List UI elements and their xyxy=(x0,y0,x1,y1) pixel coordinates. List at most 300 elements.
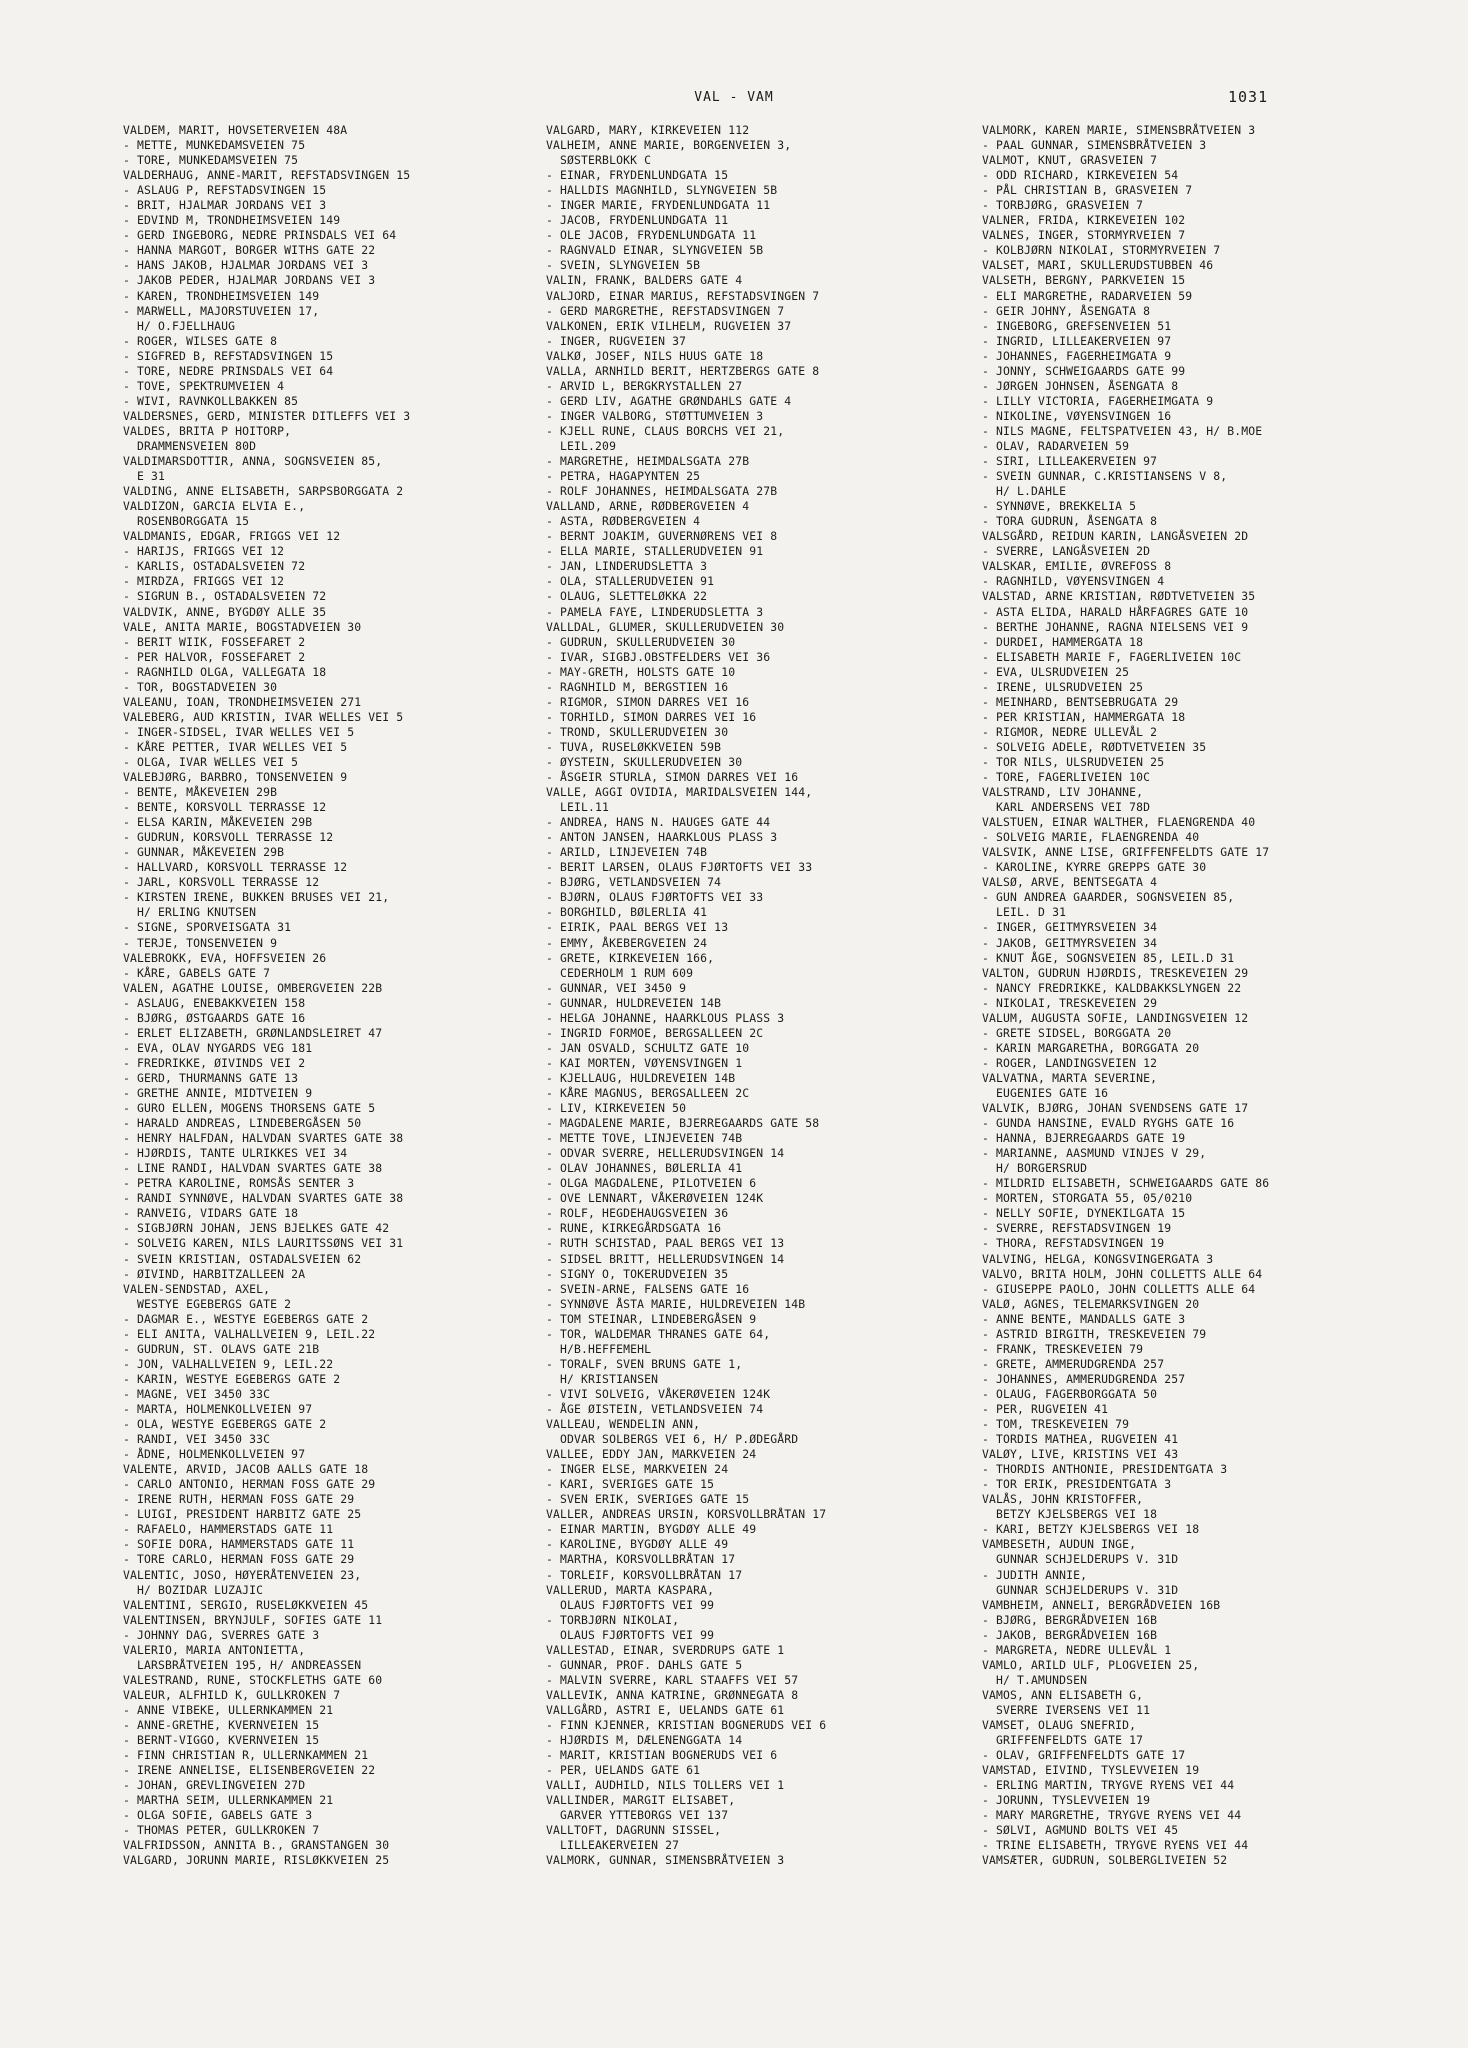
directory-entry-line: - KARI, BETZY KJELSBERGS VEI 18 xyxy=(982,1522,1200,1537)
directory-entry-line: CEDERHOLM 1 RUM 609 xyxy=(546,965,694,980)
directory-entry-line: GRIFFENFELDTS GATE 17 xyxy=(982,1733,1144,1748)
directory-entry-line: - HALLVARD, KORSVOLL TERRASSE 12 xyxy=(123,860,348,875)
directory-entry-line: EUGENIES GATE 16 xyxy=(982,1086,1109,1100)
directory-entry-line: - RAGNHILD M, BERGSTIEN 16 xyxy=(546,679,729,694)
directory-entry-line: - MAY-GRETH, HOLSTS GATE 10 xyxy=(546,664,736,679)
directory-entry-line: - RUTH SCHISTAD, PAAL BERGS VEI 13 xyxy=(546,1236,785,1251)
directory-entry-line: - HJØRDIS M, DÆLENENGGATA 14 xyxy=(546,1733,743,1748)
directory-entry-line: - BRIT, HJALMAR JORDANS VEI 3 xyxy=(123,198,327,213)
directory-entry-line: VALMOT, KNUT, GRASVEIEN 7 xyxy=(982,153,1158,168)
page-number: 1031 xyxy=(1228,88,1269,106)
directory-column-2 xyxy=(546,123,984,1868)
directory-entry-line: VALFRIDSSON, ANNITA B., GRANSTANGEN 30 xyxy=(123,1838,390,1853)
directory-entry-line: - RAFAELO, HAMMERSTADS GATE 11 xyxy=(123,1522,334,1537)
directory-entry-line: - TROND, SKULLERUDVEIEN 30 xyxy=(546,724,729,739)
directory-entry-line: H/ BOZIDAR LUZAJIC xyxy=(123,1582,264,1597)
directory-entry-line: - LIV, KIRKEVEIEN 50 xyxy=(546,1101,687,1116)
directory-entry-line: - BERNT-VIGGO, KVERNVEIEN 15 xyxy=(123,1733,320,1748)
directory-entry-line: - TORLEIF, KORSVOLLBRÅTAN 17 xyxy=(546,1567,743,1582)
directory-entry-line: - OLGA MAGDALENE, PILOTVEIEN 6 xyxy=(546,1176,757,1191)
directory-entry-line: - TORBJØRG, GRASVEIEN 7 xyxy=(982,198,1144,213)
directory-entry-line: VALVO, BRITA HOLM, JOHN COLLETTS ALLE 64 xyxy=(982,1266,1263,1281)
directory-entry-line: LILLEAKERVEIEN 27 xyxy=(546,1838,680,1853)
directory-entry-line: H/ L.DAHLE xyxy=(982,484,1067,499)
directory-entry-line: VALLER, ANDREAS URSIN, KORSVOLLBRÅTAN 17 xyxy=(546,1507,827,1522)
directory-entry-line: VALDIZON, GARCIA ELVIA E., xyxy=(123,499,306,514)
directory-entry-line: - GUN ANDREA GAARDER, SOGNSVEIEN 85, xyxy=(982,890,1235,905)
directory-entry-line: - SOLVEIG MARIE, FLAENGRENDA 40 xyxy=(982,830,1200,845)
directory-entry-line: - SOLVEIG KAREN, NILS LAURITSSØNS VEI 31 xyxy=(123,1236,404,1251)
directory-entry-line: VALLEAU, WENDELIN ANN, xyxy=(546,1417,701,1432)
directory-entry-line: - INGER MARIE, FRYDENLUNDGATA 11 xyxy=(546,198,771,213)
directory-entry-line: - EDVIND M, TRONDHEIMSVEIEN 149 xyxy=(123,213,341,228)
directory-entry-line: - OVE LENNART, VÅKERØVEIEN 124K xyxy=(546,1191,764,1206)
directory-entry-line: - BERIT WIIK, FOSSEFARET 2 xyxy=(123,634,306,649)
directory-entry-line: - BJØRG, ØSTGAARDS GATE 16 xyxy=(123,1010,306,1025)
directory-entry-line: - RANDI, VEI 3450 33C xyxy=(123,1432,271,1447)
directory-entry-line: - ASLAUG P, REFSTADSVINGEN 15 xyxy=(123,183,327,198)
directory-entry-line: - FREDRIKKE, ØIVINDS VEI 2 xyxy=(123,1055,306,1070)
directory-entry-line: VALEN, AGATHE LOUISE, OMBERGVEIEN 22B xyxy=(123,980,383,995)
directory-entry-line: VALSET, MARI, SKULLERUDSTUBBEN 46 xyxy=(982,258,1214,273)
directory-entry-line: - INGER VALBORG, STØTTUMVEIEN 3 xyxy=(546,408,764,423)
directory-entry-line: - JOHAN, GREVLINGVEIEN 27D xyxy=(123,1778,306,1793)
directory-entry-line: LARSBRÅTVEIEN 195, H/ ANDREASSEN xyxy=(123,1657,362,1672)
directory-entry-line: - ELLA MARIE, STALLERUDVEIEN 91 xyxy=(546,544,764,559)
directory-entry-line: VALEBERG, AUD KRISTIN, IVAR WELLES VEI 5 xyxy=(123,709,404,724)
directory-entry-line: VALSGÅRD, REIDUN KARIN, LANGÅSVEIEN 2D xyxy=(982,529,1249,544)
directory-entry-line: - PER HALVOR, FOSSEFARET 2 xyxy=(123,649,306,664)
directory-entry-line: VALSØ, ARVE, BENTSEGATA 4 xyxy=(982,875,1158,890)
directory-entry-line: - SVEIN GUNNAR, C.KRISTIANSENS V 8, xyxy=(982,469,1228,484)
directory-entry-line: VALVIK, BJØRG, JOHAN SVENDSENS GATE 17 xyxy=(982,1101,1249,1116)
directory-entry-line: - METTE TOVE, LINJEVEIEN 74B xyxy=(546,1131,743,1146)
directory-entry-line: - NELLY SOFIE, DYNEKILGATA 15 xyxy=(982,1206,1186,1221)
directory-entry-line: - EVA, OLAV NYGARDS VEG 181 xyxy=(123,1040,313,1055)
directory-entry-line: - SOLVEIG ADELE, RØDTVETVEIEN 35 xyxy=(982,739,1207,754)
directory-entry-line: - RAGNHILD, VØYENSVINGEN 4 xyxy=(982,574,1165,589)
directory-entry-line: VALGARD, MARY, KIRKEVEIEN 112 xyxy=(546,123,750,137)
directory-entry-line: - JACOB, FRYDENLUNDGATA 11 xyxy=(546,213,729,228)
directory-entry-line: - LUIGI, PRESIDENT HARBITZ GATE 25 xyxy=(123,1507,362,1522)
directory-entry-line: SØSTERBLOKK C xyxy=(546,153,652,168)
directory-entry-line: VAMOS, ANN ELISABETH G, xyxy=(982,1687,1144,1702)
directory-entry-line: - ERLET ELIZABETH, GRØNLANDSLEIRET 47 xyxy=(123,1025,383,1040)
directory-entry-line: - GUNNAR, VEI 3450 9 xyxy=(546,980,687,995)
directory-entry-line: - OLAV, RADARVEIEN 59 xyxy=(982,438,1130,453)
directory-entry-line: - INGRID FORMOE, BERGSALLEEN 2C xyxy=(546,1025,764,1040)
directory-entry-line: - GUNDA HANSINE, EVALD RYGHS GATE 16 xyxy=(982,1116,1235,1131)
directory-entry-line: - ØIVIND, HARBITZALLEEN 2A xyxy=(123,1266,306,1281)
directory-entry-line: - THOMAS PETER, GULLKROKEN 7 xyxy=(123,1823,320,1838)
directory-entry-line: - JAKOB, BERGRÅDVEIEN 16B xyxy=(982,1627,1158,1642)
directory-entry-line: - KARLIS, OSTADALSVEIEN 72 xyxy=(123,559,306,574)
directory-entry-line: - GUNNAR, HULDREVEIEN 14B xyxy=(546,995,722,1010)
directory-entry-line: - KJELL RUNE, CLAUS BORCHS VEI 21, xyxy=(546,423,785,438)
directory-entry-line: - MIRDZA, FRIGGS VEI 12 xyxy=(123,574,285,589)
directory-entry-line: - THORDIS ANTHONIE, PRESIDENTGATA 3 xyxy=(982,1462,1228,1477)
directory-entry-line: - ROLF, HEGDEHAUGSVEIEN 36 xyxy=(546,1206,729,1221)
directory-entry-line: - MAGDALENE MARIE, BJERREGAARDS GATE 58 xyxy=(546,1116,820,1131)
directory-entry-line: H/B.HEFFEMEHL xyxy=(546,1341,652,1356)
directory-entry-line: - JARL, KORSVOLL TERRASSE 12 xyxy=(123,875,320,890)
directory-entry-line: - BJØRG, VETLANDSVEIEN 74 xyxy=(546,875,722,890)
directory-entry-line: VALMORK, GUNNAR, SIMENSBRÅTVEIEN 3 xyxy=(546,1853,785,1868)
directory-entry-line: VALLAND, ARNE, RØDBERGVEIEN 4 xyxy=(546,499,750,514)
directory-entry-line: - MARGRETHE, HEIMDALSGATA 27B xyxy=(546,454,750,469)
directory-entry-line: - TOM STEINAR, LINDEBERGÅSEN 9 xyxy=(546,1311,757,1326)
directory-entry-line: - JOHNNY DAG, SVERRES GATE 3 xyxy=(123,1627,320,1642)
directory-entry-line: - BJØRN, OLAUS FJØRTOFTS VEI 33 xyxy=(546,890,764,905)
directory-entry-line: - HARALD ANDREAS, LINDEBERGÅSEN 50 xyxy=(123,1116,362,1131)
directory-entry-line: - INGEBORG, GREFSENVEIEN 51 xyxy=(982,318,1172,333)
directory-entry-line: LEIL. D 31 xyxy=(982,905,1067,920)
directory-entry-line: - INGER, GEITMYRSVEIEN 34 xyxy=(982,920,1158,935)
directory-entry-line: - TORE, MUNKEDAMSVEIEN 75 xyxy=(123,153,299,168)
directory-entry-line: - KARI, SVERIGES GATE 15 xyxy=(546,1477,715,1492)
directory-entry-line: H/ O.FJELLHAUG xyxy=(123,318,236,333)
directory-entry-line: - JAN, LINDERUDSLETTA 3 xyxy=(546,559,708,574)
directory-entry-line: - JOHANNES, FAGERHEIMGATA 9 xyxy=(982,348,1172,363)
directory-entry-line: - ANNE VIBEKE, ULLERNKAMMEN 21 xyxy=(123,1702,334,1717)
directory-entry-line: - TORHILD, SIMON DARRES VEI 16 xyxy=(546,709,757,724)
directory-entry-line: - WIVI, RAVNKOLLBAKKEN 85 xyxy=(123,393,299,408)
directory-entry-line: - DAGMAR E., WESTYE EGEBERGS GATE 2 xyxy=(123,1311,369,1326)
directory-entry-line: - TORA GUDRUN, ÅSENGATA 8 xyxy=(982,514,1158,529)
directory-entry-line: - OLA, WESTYE EGEBERGS GATE 2 xyxy=(123,1417,327,1432)
directory-entry-line: - FRANK, TRESKEVEIEN 79 xyxy=(982,1341,1144,1356)
directory-entry-line: VALSKAR, EMILIE, ØVREFOSS 8 xyxy=(982,559,1172,574)
directory-entry-line: - SIGNE, SPORVEISGATA 31 xyxy=(123,920,292,935)
directory-entry-line: VALEBROKK, EVA, HOFFSVEIEN 26 xyxy=(123,950,327,965)
directory-entry-line: - TERJE, TONSENVEIEN 9 xyxy=(123,935,278,950)
directory-entry-line: - BORGHILD, BØLERLIA 41 xyxy=(546,905,708,920)
directory-entry-line: - CARLO ANTONIO, HERMAN FOSS GATE 29 xyxy=(123,1477,376,1492)
directory-entry-line: DRAMMENSVEIEN 80D xyxy=(123,438,257,453)
directory-entry-line: VALDERHAUG, ANNE-MARIT, REFSTADSVINGEN 15 xyxy=(123,168,411,183)
directory-entry-line: VALÅS, JOHN KRISTOFFER, xyxy=(982,1492,1144,1507)
directory-entry-line: - INGRID, LILLEAKERVEIEN 97 xyxy=(982,333,1172,348)
directory-entry-line: - GRETE SIDSEL, BORGGATA 20 xyxy=(982,1025,1172,1040)
directory-entry-line: - ROGER, LANDINGSVEIEN 12 xyxy=(982,1055,1158,1070)
directory-entry-line: VAMSTAD, EIVIND, TYSLEVVEIEN 19 xyxy=(982,1763,1200,1778)
directory-entry-line: - SØLVI, AGMUND BOLTS VEI 45 xyxy=(982,1823,1179,1838)
directory-entry-line: - GRETE, KIRKEVEIEN 166, xyxy=(546,950,715,965)
directory-entry-line: - NILS MAGNE, FELTSPATVEIEN 43, H/ B.MOE xyxy=(982,423,1263,438)
directory-entry-line: - GRETE, AMMERUDGRENDA 257 xyxy=(982,1356,1165,1371)
directory-entry-line: GUNNAR SCHJELDERUPS V. 31D xyxy=(982,1582,1179,1597)
directory-entry-line: - GERD MARGRETHE, REFSTADSVINGEN 7 xyxy=(546,303,785,318)
directory-entry-line: - TOR, BOGSTADVEIEN 30 xyxy=(123,679,278,694)
directory-entry-line: - HANS JAKOB, HJALMAR JORDANS VEI 3 xyxy=(123,258,369,273)
directory-entry-line: - ANTON JANSEN, HAARKLOUS PLASS 3 xyxy=(546,830,778,845)
directory-entry-line: - HARIJS, FRIGGS VEI 12 xyxy=(123,544,285,559)
directory-entry-line: VAMSET, OLAUG SNEFRID, xyxy=(982,1717,1137,1732)
directory-entry-line: VALSTUEN, EINAR WALTHER, FLAENGRENDA 40 xyxy=(982,815,1256,830)
directory-entry-line: - KÅRE PETTER, IVAR WELLES VEI 5 xyxy=(123,739,348,754)
directory-entry-line: - RUNE, KIRKEGÅRDSGATA 16 xyxy=(546,1221,722,1236)
directory-entry-line: VALNES, INGER, STORMYRVEIEN 7 xyxy=(982,228,1186,243)
directory-entry-line: - IRENE ANNELISE, ELISENBERGVEIEN 22 xyxy=(123,1763,376,1778)
directory-entry-line: - METTE, MUNKEDAMSVEIEN 75 xyxy=(123,138,306,153)
page-header-title: VAL - VAM xyxy=(694,90,774,105)
directory-entry-line: - SVEN ERIK, SVERIGES GATE 15 xyxy=(546,1492,750,1507)
directory-entry-line: - ASLAUG, ENEBAKKVEIEN 158 xyxy=(123,995,306,1010)
directory-entry-line: - JON, VALHALLVEIEN 9, LEIL.22 xyxy=(123,1356,334,1371)
directory-entry-line: - HELGA JOHANNE, HAARKLOUS PLASS 3 xyxy=(546,1010,785,1025)
directory-entry-line: VALLGÅRD, ASTRI E, UELANDS GATE 61 xyxy=(546,1702,785,1717)
directory-entry-line: VALDVIK, ANNE, BYGDØY ALLE 35 xyxy=(123,604,327,619)
directory-entry-line: - TOVE, SPEKTRUMVEIEN 4 xyxy=(123,378,285,393)
directory-entry-line: - ROGER, WILSES GATE 8 xyxy=(123,333,278,348)
directory-entry-line: - PAMELA FAYE, LINDERUDSLETTA 3 xyxy=(546,604,764,619)
directory-entry-line: - KÅRE, GABELS GATE 7 xyxy=(123,965,271,980)
directory-entry-line: - MARTA, HOLMENKOLLVEIEN 97 xyxy=(123,1401,313,1416)
directory-entry-line: SVERRE IVERSENS VEI 11 xyxy=(982,1702,1151,1717)
directory-entry-line: - LINE RANDI, HALVDAN SVARTES GATE 38 xyxy=(123,1161,383,1176)
directory-entry-line: - PÅL CHRISTIAN B, GRASVEIEN 7 xyxy=(982,183,1193,198)
directory-entry-line: - KJELLAUG, HULDREVEIEN 14B xyxy=(546,1070,736,1085)
directory-entry-line: VALENTIC, JOSO, HØYERÅTENVEIEN 23, xyxy=(123,1567,362,1582)
directory-entry-line: - ANNE BENTE, MANDALLS GATE 3 xyxy=(982,1311,1186,1326)
directory-entry-line: VALEANU, IOAN, TRONDHEIMSVEIEN 271 xyxy=(123,694,362,709)
directory-entry-line: - HANNA MARGOT, BORGER WITHS GATE 22 xyxy=(123,243,376,258)
directory-entry-line: VALNER, FRIDA, KIRKEVEIEN 102 xyxy=(982,213,1186,228)
directory-entry-line: VALLEE, EDDY JAN, MARKVEIEN 24 xyxy=(546,1447,757,1462)
directory-entry-line: VALØ, AGNES, TELEMARKSVINGEN 20 xyxy=(982,1296,1200,1311)
directory-entry-line: VALJORD, EINAR MARIUS, REFSTADSVINGEN 7 xyxy=(546,288,820,303)
directory-entry-line: VALLESTAD, EINAR, SVERDRUPS GATE 1 xyxy=(546,1642,785,1657)
directory-column-3 xyxy=(982,123,1420,1868)
directory-entry-line: - EINAR MARTIN, BYGDØY ALLE 49 xyxy=(546,1522,757,1537)
directory-entry-line: - JØRGEN JOHNSEN, ÅSENGATA 8 xyxy=(982,378,1179,393)
directory-entry-line: - TORDIS MATHEA, RUGVEIEN 41 xyxy=(982,1432,1179,1447)
directory-entry-line: - GRETHE ANNIE, MIDTVEIEN 9 xyxy=(123,1086,313,1100)
directory-entry-line: VALLTOFT, DAGRUNN SISSEL, xyxy=(546,1823,722,1838)
directory-entry-line: - ARILD, LINJEVEIEN 74B xyxy=(546,845,708,860)
directory-entry-line: H/ ERLING KNUTSEN xyxy=(123,905,257,920)
directory-entry-line: LEIL.11 xyxy=(546,800,610,815)
directory-entry-line: - PER, UELANDS GATE 61 xyxy=(546,1763,701,1778)
directory-entry-line: - GERD LIV, AGATHE GRØNDAHLS GATE 4 xyxy=(546,393,792,408)
directory-entry-line: - ØYSTEIN, SKULLERUDVEIEN 30 xyxy=(546,754,743,769)
directory-entry-line: - OLE JACOB, FRYDENLUNDGATA 11 xyxy=(546,228,757,243)
directory-entry-line: VALLDAL, GLUMER, SKULLERUDVEIEN 30 xyxy=(546,619,785,634)
directory-entry-line: - JAKOB PEDER, HJALMAR JORDANS VEI 3 xyxy=(123,273,376,288)
directory-entry-line: - SIDSEL BRITT, HELLERUDSVINGEN 14 xyxy=(546,1251,785,1266)
directory-entry-line: - ASTA, RØDBERGVEIEN 4 xyxy=(546,514,701,529)
directory-entry-line: - IRENE, ULSRUDVEIEN 25 xyxy=(982,679,1144,694)
directory-entry-line: - KOLBJØRN NIKOLAI, STORMYRVEIEN 7 xyxy=(982,243,1221,258)
directory-entry-line: - PAAL GUNNAR, SIMENSBRÅTVEIEN 3 xyxy=(982,138,1207,153)
directory-entry-line: VALLERUD, MARTA KASPARA, xyxy=(546,1582,715,1597)
directory-entry-line: - OLGA SOFIE, GABELS GATE 3 xyxy=(123,1808,313,1823)
directory-entry-line: VALE, ANITA MARIE, BOGSTADVEIEN 30 xyxy=(123,619,362,634)
directory-entry-line: H/ T.AMUNDSEN xyxy=(982,1672,1088,1687)
directory-entry-line: - GUDRUN, KORSVOLL TERRASSE 12 xyxy=(123,830,334,845)
directory-entry-line: - KÅRE MAGNUS, BERGSALLEEN 2C xyxy=(546,1086,750,1100)
directory-entry-line: - SVEIN-ARNE, FALSENS GATE 16 xyxy=(546,1281,750,1296)
directory-entry-line: - KAROLINE, BYGDØY ALLE 49 xyxy=(546,1537,729,1552)
directory-entry-line: - JAN OSVALD, SCHULTZ GATE 10 xyxy=(546,1040,750,1055)
directory-entry-line: VALLE, AGGI OVIDIA, MARIDALSVEIEN 144, xyxy=(546,785,813,800)
directory-entry-line: - HALLDIS MAGNHILD, SLYNGVEIEN 5B xyxy=(546,183,778,198)
directory-entry-line: - BJØRG, BERGRÅDVEIEN 16B xyxy=(982,1612,1158,1627)
directory-entry-line: VALSTRAND, LIV JOHANNE, xyxy=(982,785,1144,800)
directory-entry-line: - EVA, ULSRUDVEIEN 25 xyxy=(982,664,1130,679)
directory-entry-line: - KIRSTEN IRENE, BUKKEN BRUSES VEI 21, xyxy=(123,890,390,905)
directory-entry-line: LEIL.209 xyxy=(546,438,617,453)
directory-entry-line: - MARIANNE, AASMUND VINJES V 29, xyxy=(982,1146,1207,1161)
directory-entry-line: BETZY KJELSBERGS VEI 18 xyxy=(982,1507,1158,1522)
directory-entry-line: VALENTE, ARVID, JACOB AALLS GATE 18 xyxy=(123,1462,369,1477)
directory-entry-line: - RAGNVALD EINAR, SLYNGVEIEN 5B xyxy=(546,243,764,258)
directory-entry-line: - HJØRDIS, TANTE ULRIKKES VEI 34 xyxy=(123,1146,348,1161)
directory-entry-line: VALSVIK, ANNE LISE, GRIFFENFELDTS GATE 17 xyxy=(982,845,1270,860)
directory-entry-line: - MORTEN, STORGATA 55, 05/0210 xyxy=(982,1191,1193,1206)
directory-entry-line: - MEINHARD, BENTSEBRUGATA 29 xyxy=(982,694,1179,709)
directory-entry-line: GUNNAR SCHJELDERUPS V. 31D xyxy=(982,1552,1179,1567)
directory-entry-line: H/ BORGERSRUD xyxy=(982,1161,1088,1176)
directory-entry-line: - SYNNØVE, BREKKELIA 5 xyxy=(982,499,1137,514)
directory-entry-line: - ANNE-GRETHE, KVERNVEIEN 15 xyxy=(123,1717,320,1732)
directory-entry-line: VALESTRAND, RUNE, STOCKFLETHS GATE 60 xyxy=(123,1672,383,1687)
directory-entry-line: - GERD, THURMANNS GATE 13 xyxy=(123,1070,299,1085)
directory-entry-line: VALIN, FRANK, BALDERS GATE 4 xyxy=(546,273,743,288)
directory-entry-line: - GUDRUN, SKULLERUDVEIEN 30 xyxy=(546,634,736,649)
directory-entry-line: - SIGFRED B, REFSTADSVINGEN 15 xyxy=(123,348,334,363)
directory-entry-line: - JAKOB, GEITMYRSVEIEN 34 xyxy=(982,935,1158,950)
directory-entry-line: - INGER, RUGVEIEN 37 xyxy=(546,333,687,348)
directory-entry-line: VALDIMARSDOTTIR, ANNA, SOGNSVEIEN 85, xyxy=(123,454,383,469)
directory-entry-line: VALDING, ANNE ELISABETH, SARPSBORGGATA 2 xyxy=(123,484,404,499)
directory-entry-line: - MALVIN SVERRE, KARL STAAFFS VEI 57 xyxy=(546,1672,799,1687)
directory-entry-line: - OLAUG, SLETTELØKKA 22 xyxy=(546,589,708,604)
directory-entry-line: - SVEIN, SLYNGVEIEN 5B xyxy=(546,258,701,273)
directory-entry-line: VALLEVIK, ANNA KATRINE, GRØNNEGATA 8 xyxy=(546,1687,799,1702)
directory-entry-line: VALHEIM, ANNE MARIE, BORGENVEIEN 3, xyxy=(546,138,792,153)
directory-entry-line: - RIGMOR, NEDRE ULLEVÅL 2 xyxy=(982,724,1158,739)
directory-entry-line: - MARTHA, KORSVOLLBRÅTAN 17 xyxy=(546,1552,736,1567)
directory-entry-line: VALGARD, JORUNN MARIE, RISLØKKVEIEN 25 xyxy=(123,1853,390,1868)
directory-entry-line: - OLAUG, FAGERBORGGATA 50 xyxy=(982,1386,1158,1401)
directory-entry-line: - ODD RICHARD, KIRKEVEIEN 54 xyxy=(982,168,1179,183)
directory-entry-line: - RAGNHILD OLGA, VALLEGATA 18 xyxy=(123,664,327,679)
directory-entry-line: H/ KRISTIANSEN xyxy=(546,1371,659,1386)
directory-entry-line: - GUDRUN, ST. OLAVS GATE 21B xyxy=(123,1341,320,1356)
directory-entry-line: - KAI MORTEN, VØYENSVINGEN 1 xyxy=(546,1055,743,1070)
directory-entry-line: - TOM, TRESKEVEIEN 79 xyxy=(982,1417,1130,1432)
directory-entry-line: - NIKOLINE, VØYENSVINGEN 16 xyxy=(982,408,1172,423)
directory-entry-line: - ASTA ELIDA, HARALD HÅRFAGRES GATE 10 xyxy=(982,604,1249,619)
directory-entry-line: - FINN KJENNER, KRISTIAN BOGNERUDS VEI 6 xyxy=(546,1717,827,1732)
directory-entry-line: - OLGA, IVAR WELLES VEI 5 xyxy=(123,754,299,769)
directory-entry-line: - SIGNY O, TOKERUDVEIEN 35 xyxy=(546,1266,729,1281)
directory-entry-line: - MARWELL, MAJORSTUVEIEN 17, xyxy=(123,303,320,318)
directory-entry-line: - SIGRUN B., OSTADALSVEIEN 72 xyxy=(123,589,327,604)
directory-entry-line: - ODVAR SVERRE, HELLERUDSVINGEN 14 xyxy=(546,1146,785,1161)
directory-entry-line: - ROLF JOHANNES, HEIMDALSGATA 27B xyxy=(546,484,778,499)
directory-entry-line: - JUDITH ANNIE, xyxy=(982,1567,1088,1582)
directory-entry-line: - KAREN, TRONDHEIMSVEIEN 149 xyxy=(123,288,320,303)
directory-entry-line: - EMMY, ÅKEBERGVEIEN 24 xyxy=(546,935,708,950)
directory-entry-line: - DURDEI, HAMMERGATA 18 xyxy=(982,634,1144,649)
directory-entry-line: VALTON, GUDRUN HJØRDIS, TRESKEVEIEN 29 xyxy=(982,965,1249,980)
directory-entry-line: VALDMANIS, EDGAR, FRIGGS VEI 12 xyxy=(123,529,341,544)
directory-entry-line: - IRENE RUTH, HERMAN FOSS GATE 29 xyxy=(123,1492,355,1507)
directory-entry-line: - SIGBJØRN JOHAN, JENS BJELKES GATE 42 xyxy=(123,1221,390,1236)
directory-entry-line: VAMBESETH, AUDUN INGE, xyxy=(982,1537,1137,1552)
directory-entry-line: - KARIN, WESTYE EGEBERGS GATE 2 xyxy=(123,1371,341,1386)
directory-entry-line: ROSENBORGGATA 15 xyxy=(123,514,250,529)
directory-entry-line: - SIRI, LILLEAKERVEIEN 97 xyxy=(982,454,1158,469)
directory-entry-line: - ÅGE ØISTEIN, VETLANDSVEIEN 74 xyxy=(546,1401,764,1416)
directory-entry-line: VAMSÆTER, GUDRUN, SOLBERGLIVEIEN 52 xyxy=(982,1853,1228,1868)
directory-entry-line: VALDERSNES, GERD, MINISTER DITLEFFS VEI 3 xyxy=(123,408,411,423)
directory-entry-line: - PER, RUGVEIEN 41 xyxy=(982,1401,1109,1416)
directory-entry-line: - KNUT ÅGE, SOGNSVEIEN 85, LEIL.D 31 xyxy=(982,950,1235,965)
directory-entry-line: - ANDREA, HANS N. HAUGES GATE 44 xyxy=(546,815,771,830)
directory-entry-line: - TRINE ELISABETH, TRYGVE RYENS VEI 44 xyxy=(982,1838,1249,1853)
directory-column-1 xyxy=(123,123,561,1868)
directory-entry-line: - SVEIN KRISTIAN, OSTADALSVEIEN 62 xyxy=(123,1251,362,1266)
directory-entry-line: - FINN CHRISTIAN R, ULLERNKAMMEN 21 xyxy=(123,1748,369,1763)
directory-entry-line: - ELISABETH MARIE F, FAGERLIVEIEN 10C xyxy=(982,649,1242,664)
directory-entry-line: - KARIN MARGARETHA, BORGGATA 20 xyxy=(982,1040,1200,1055)
directory-entry-line: - SOFIE DORA, HAMMERSTADS GATE 11 xyxy=(123,1537,355,1552)
directory-entry-line: VALVING, HELGA, KONGSVINGERGATA 3 xyxy=(982,1251,1214,1266)
directory-entry-line: VALEUR, ALFHILD K, GULLKROKEN 7 xyxy=(123,1687,341,1702)
directory-entry-line: - TORBJØRN NIKOLAI, xyxy=(546,1612,680,1627)
directory-entry-line: VALKONEN, ERIK VILHELM, RUGVEIEN 37 xyxy=(546,318,792,333)
directory-entry-line: - JONNY, SCHWEIGAARDS GATE 99 xyxy=(982,363,1186,378)
directory-entry-line: VALLI, AUDHILD, NILS TOLLERS VEI 1 xyxy=(546,1778,785,1793)
directory-entry-line: - BENTE, MÅKEVEIEN 29B xyxy=(123,785,278,800)
directory-entry-line: - TUVA, RUSELØKKVEIEN 59B xyxy=(546,739,722,754)
directory-entry-line: - RANDI SYNNØVE, HALVDAN SVARTES GATE 38 xyxy=(123,1191,404,1206)
directory-entry-line: - EIRIK, PAAL BERGS VEI 13 xyxy=(546,920,729,935)
directory-entry-line: - OLAV JOHANNES, BØLERLIA 41 xyxy=(546,1161,743,1176)
directory-entry-line: - ELSA KARIN, MÅKEVEIEN 29B xyxy=(123,815,313,830)
directory-entry-line: - JOHANNES, AMMERUDGRENDA 257 xyxy=(982,1371,1186,1386)
directory-entry-line: - TORE CARLO, HERMAN FOSS GATE 29 xyxy=(123,1552,355,1567)
directory-entry-line: - TOR, WALDEMAR THRANES GATE 64, xyxy=(546,1326,771,1341)
directory-entry-line: - INGER-SIDSEL, IVAR WELLES VEI 5 xyxy=(123,724,355,739)
directory-entry-line: - MAGNE, VEI 3450 33C xyxy=(123,1386,271,1401)
directory-entry-line: VALVATNA, MARTA SEVERINE, xyxy=(982,1070,1158,1085)
directory-entry-line: - IVAR, SIGBJ.OBSTFELDERS VEI 36 xyxy=(546,649,771,664)
directory-entry-line: - HENRY HALFDAN, HALVDAN SVARTES GATE 38 xyxy=(123,1131,404,1146)
directory-entry-line: - ARVID L, BERGKRYSTALLEN 27 xyxy=(546,378,743,393)
directory-entry-line: - GEIR JOHNY, ÅSENGATA 8 xyxy=(982,303,1151,318)
directory-entry-line: - GIUSEPPE PAOLO, JOHN COLLETTS ALLE 64 xyxy=(982,1281,1256,1296)
directory-entry-line: - OLAV, GRIFFENFELDTS GATE 17 xyxy=(982,1748,1186,1763)
directory-entry-line: - SYNNØVE ÅSTA MARIE, HULDREVEIEN 14B xyxy=(546,1296,806,1311)
directory-entry-line: - MILDRID ELISABETH, SCHWEIGAARDS GATE 86 xyxy=(982,1176,1270,1191)
directory-entry-line: VALSTAD, ARNE KRISTIAN, RØDTVETVEIEN 35 xyxy=(982,589,1256,604)
directory-entry-line: VALMORK, KAREN MARIE, SIMENSBRÅTVEIEN 3 xyxy=(982,123,1256,137)
directory-entry-line: VALØY, LIVE, KRISTINS VEI 43 xyxy=(982,1447,1179,1462)
directory-entry-line: - TORALF, SVEN BRUNS GATE 1, xyxy=(546,1356,743,1371)
directory-entry-line: - TORE, NEDRE PRINSDALS VEI 64 xyxy=(123,363,334,378)
directory-entry-line: - TORE, FAGERLIVEIEN 10C xyxy=(982,770,1151,785)
directory-entry-line: VALDEM, MARIT, HOVSETERVEIEN 48A xyxy=(123,123,348,137)
directory-entry-line: VALLA, ARNHILD BERIT, HERTZBERGS GATE 8 xyxy=(546,363,820,378)
directory-entry-line: - PER KRISTIAN, HAMMERGATA 18 xyxy=(982,709,1186,724)
directory-entry-line: - KAROLINE, KYRRE GREPPS GATE 30 xyxy=(982,860,1207,875)
directory-entry-line: - VIVI SOLVEIG, VÅKERØVEIEN 124K xyxy=(546,1386,771,1401)
directory-entry-line: - OLA, STALLERUDVEIEN 91 xyxy=(546,574,715,589)
